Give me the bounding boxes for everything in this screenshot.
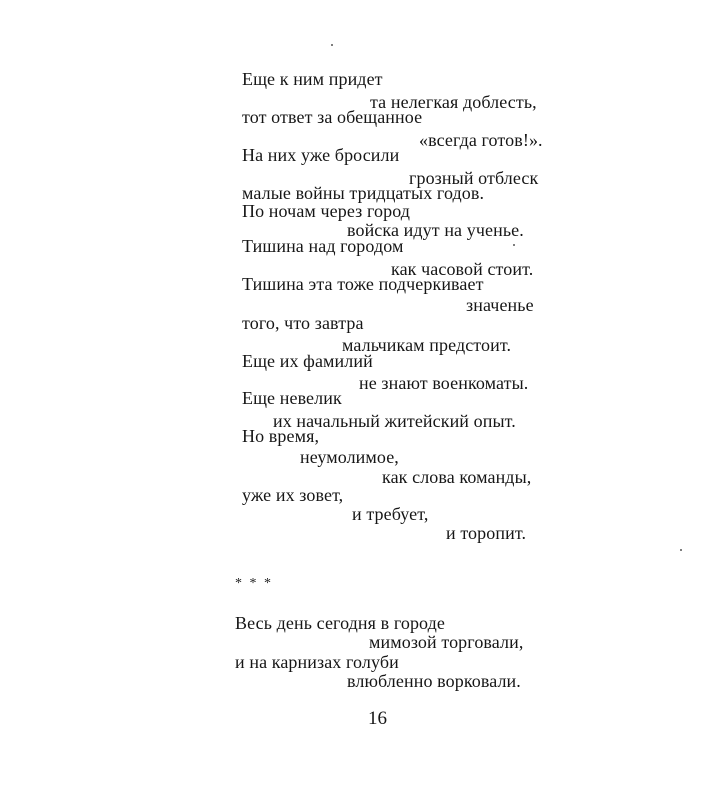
scan-speck [331,44,333,46]
poem-line: Еще их фамилий [242,351,373,371]
poem-line: и торопит. [446,523,527,543]
poem-line: Еще невелик [242,388,342,408]
poem-line: Тишина эта тоже подчеркивает [242,274,484,294]
poem-line: «всегда готов!». [419,130,543,150]
poem-line: неумолимое, [300,447,399,467]
poem-line: их начальный житейский опыт. [273,411,516,431]
scan-speck [680,549,682,551]
poem-line: По ночам через город [242,201,411,221]
poem-line: Но время, [242,426,320,446]
poem-line: та нелегкая доблесть, [370,92,537,112]
poem-line: Весь день сегодня в городе [235,613,445,633]
scan-speck [513,244,515,246]
poem-line: мальчикам предстоит. [342,335,512,355]
poem-line: как слова команды, [382,467,532,487]
poem-line: как часовой стоит. [391,259,534,279]
poem-line: грозный отблеск [409,168,539,188]
poem-line: На них уже бросили [242,145,400,165]
poem-line: значенье [466,295,534,315]
poem-line: влюбленно ворковали. [347,671,521,691]
poem-line: и требует, [352,504,429,524]
poem-line: Еще к ним придет [242,69,383,89]
poem-line: уже их зовет, [242,485,344,505]
section-separator: * * * [235,576,273,591]
page-number: 16 [368,708,387,729]
poem-line: и на карнизах голуби [235,652,399,672]
poem-line: малые войны тридцатых годов. [242,183,485,203]
poem-line: мимозой торговали, [369,632,524,652]
poem-line: не знают военкоматы. [359,373,529,393]
poem-line: войска идут на ученье. [347,220,524,240]
poem-line: тот ответ за обещанное [242,107,423,127]
poem-line: того, что завтра [242,313,364,333]
poem-line: Тишина над городом [242,236,404,256]
